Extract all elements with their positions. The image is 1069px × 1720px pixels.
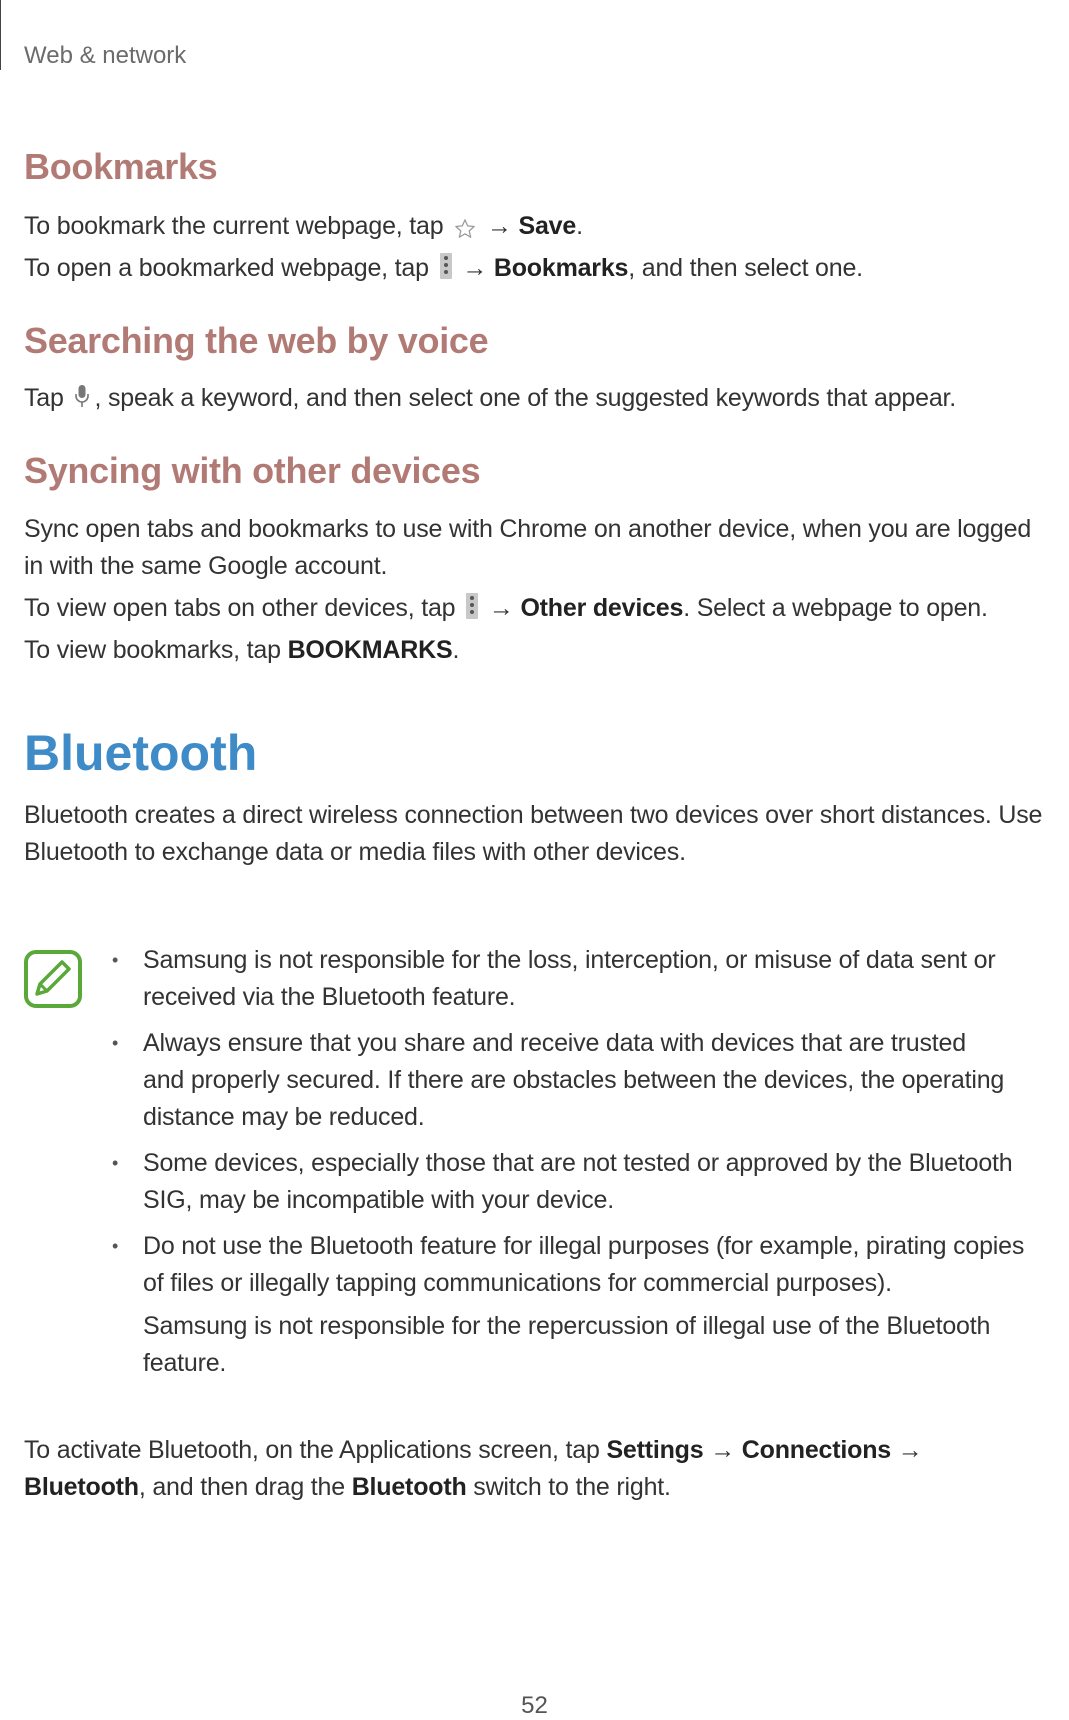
- text: To bookmark the current webpage, tap: [24, 212, 444, 240]
- list-item: [112, 942, 1062, 1016]
- syncing-para-2: [24, 590, 1064, 627]
- running-header: Web & network: [24, 42, 187, 69]
- page-number: 52: [521, 1692, 548, 1719]
- more-options-icon: [466, 593, 478, 619]
- text: Tap: [24, 384, 64, 412]
- header-rule: [0, 0, 1, 70]
- text-line: of files or illegally tapping communications for commercial purposes).: [143, 1269, 892, 1297]
- bluetooth-label: Bluetooth: [24, 1473, 139, 1501]
- text: . Select a webpage to open.: [683, 594, 988, 622]
- star-icon: [454, 214, 476, 236]
- bookmarks-heading: Bookmarks: [24, 146, 218, 187]
- list-item: [112, 1025, 1062, 1136]
- text: .: [576, 212, 583, 240]
- syncing-heading: Syncing with other devices: [24, 450, 481, 491]
- notes-list: [112, 942, 1062, 1382]
- text-line: [24, 1432, 1064, 1469]
- text-line: and properly secured. If there are obstacles between the devices, the operating: [143, 1066, 1005, 1094]
- bluetooth-intro: [24, 797, 1064, 871]
- microphone-icon: [74, 383, 90, 409]
- syncing-para-3: [24, 632, 1064, 669]
- text-line: received via the Bluetooth feature.: [143, 983, 516, 1011]
- text: To view bookmarks, tap: [24, 636, 281, 664]
- bookmarks-label: Bookmarks: [493, 254, 629, 282]
- text-line: Always ensure that you share and receive data with devices that are trusted: [143, 1029, 966, 1057]
- bluetooth-heading: Bluetooth: [24, 725, 258, 781]
- text: , speak a keyword, and then select one of the suggested keywords that appear.: [94, 384, 957, 412]
- arrow: →: [897, 1436, 923, 1464]
- syncing-para-1: [24, 511, 1064, 585]
- text: To activate Bluetooth, on the Applications screen, tap: [24, 1436, 600, 1464]
- text-line: Samsung is not responsible for the repercussion of illegal use of the Bluetooth: [143, 1312, 991, 1340]
- text-line: feature.: [143, 1349, 227, 1377]
- arrow: →: [710, 1436, 736, 1464]
- bluetooth-activate-para: [24, 1432, 1064, 1506]
- bluetooth-switch-label: Bluetooth: [351, 1473, 467, 1501]
- save-label: Save: [518, 212, 577, 240]
- settings-label: Settings: [606, 1436, 704, 1464]
- other-devices-label: Other devices: [520, 594, 684, 622]
- text: To open a bookmarked webpage, tap: [24, 254, 429, 282]
- text-line: distance may be reduced.: [143, 1103, 425, 1131]
- list-item-continuation: [112, 1308, 1062, 1382]
- voice-search-heading: Searching the web by voice: [24, 320, 489, 361]
- text-line: Samsung is not responsible for the loss, interception, or misuse of data sent or: [143, 946, 996, 974]
- note-icon: [24, 950, 82, 1008]
- text: , and then select one.: [628, 254, 863, 282]
- text-line: in with the same Google account.: [24, 552, 388, 580]
- text-line: SIG, may be incompatible with your device.: [143, 1186, 614, 1214]
- arrow: →: [486, 212, 512, 240]
- text-line: Do not use the Bluetooth feature for illegal purposes (for example, pirating copies: [143, 1232, 1025, 1260]
- bullet-mark: •: [112, 1153, 119, 1173]
- bookmarks-para-1: [24, 208, 1064, 245]
- voice-search-para: [24, 380, 1064, 417]
- arrow: →: [462, 254, 488, 282]
- text-line: [24, 1469, 1064, 1506]
- bookmarks-tab-label: BOOKMARKS: [287, 636, 453, 664]
- text: , and then drag the: [138, 1473, 345, 1501]
- text: .: [452, 636, 460, 664]
- text: To view open tabs on other devices, tap: [24, 594, 456, 622]
- text-line: Bluetooth to exchange data or media files with other devices.: [24, 838, 686, 866]
- bullet-mark: •: [112, 950, 119, 970]
- bookmarks-para-2: [24, 250, 1064, 287]
- text-line: Some devices, especially those that are not tested or approved by the Bluetooth: [143, 1149, 1013, 1177]
- text: switch to the right.: [473, 1473, 671, 1501]
- list-item: [112, 1228, 1062, 1302]
- list-item: [112, 1145, 1062, 1219]
- text-line: Sync open tabs and bookmarks to use with Chrome on another device, when you are logged: [24, 515, 1032, 543]
- connections-label: Connections: [741, 1436, 891, 1464]
- text-line: Bluetooth creates a direct wireless connection between two devices over short distances. Use: [24, 801, 1043, 829]
- bullet-mark: •: [112, 1236, 119, 1256]
- arrow: →: [488, 594, 514, 622]
- bullet-mark: •: [112, 1033, 119, 1053]
- more-options-icon: [440, 253, 452, 279]
